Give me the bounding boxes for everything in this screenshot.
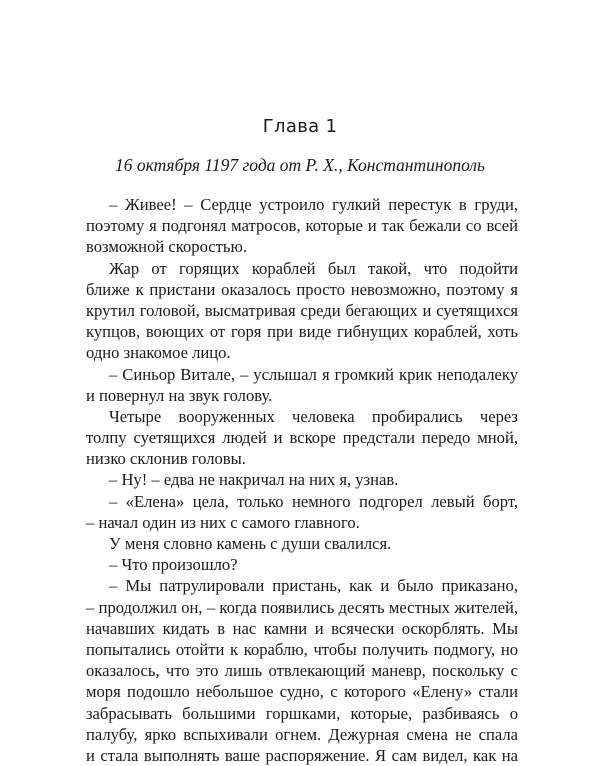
text-line: – «Елена» цела, только немного подгорел левый борт, xyxy=(109,491,518,511)
text-line: и повернул на звук голову. xyxy=(86,385,273,405)
text-line: оказалось, что это лишь отвлекающий маневр, поскольку с xyxy=(86,661,518,681)
text-line: купцов, воющих от горя при виде гибнущих кораблей, хоть xyxy=(86,322,518,342)
text-line: моря подошло небольшое судно, с которого «Елену» стали xyxy=(86,682,518,702)
chapter-subtitle: 16 октября 1197 года от Р. Х., Константинополь xyxy=(115,155,485,175)
text-line: – начал один из них с самого главного. xyxy=(86,512,360,532)
text-line: толпу суетящихся людей и вскоре предстали передо мной, xyxy=(86,428,518,448)
text-line: поэтому я подгонял матросов, которые и так бежали со всей xyxy=(86,216,518,236)
chapter-body xyxy=(86,194,518,766)
text-line: – Синьор Витале, – услышал я громкий крик неподалеку xyxy=(109,364,518,384)
text-line: возможной скоростью. xyxy=(86,237,248,257)
text-line: попытались отойти к кораблю, чтобы получить подмогу, но xyxy=(86,639,518,659)
text-line: – продолжил он, – когда появились десять местных жителей, xyxy=(86,597,518,617)
text-line: Четыре вооруженных человека пробирались через xyxy=(109,406,518,426)
text-line: – Живее! – Сердце устроило гулкий перестук в груди, xyxy=(109,195,518,214)
text-line: крутил головой, высматривая среди бегающих и суетящихся xyxy=(86,300,518,320)
text-line: палубу, ярко вспыхивали огнем. Дежурная смена не спала xyxy=(86,724,518,744)
text-line: – Ну! – едва не накричал на них я, узнав. xyxy=(109,470,399,490)
text-line: – Что произошло? xyxy=(109,555,238,575)
text-line: Жар от горящих кораблей был такой, что подойти xyxy=(109,258,518,278)
chapter-title: Глава 1 xyxy=(262,116,338,137)
text-line: начавших кидать в нас камни и всячески оскорблять. Мы xyxy=(86,618,518,638)
text-line: – Мы патрулировали пристань, как и было приказано, xyxy=(109,576,518,596)
text-line: одно знакомое лицо. xyxy=(86,343,231,363)
text-line: забрасывать большими горшками, которые, разбиваясь о xyxy=(86,703,518,723)
text-line: ближе к пристани оказалось просто невозможно, поэтому я xyxy=(86,279,518,299)
text-line: и стала выполнять ваше распоряжение. Я сам видел, как на xyxy=(86,745,518,765)
text-line: У меня словно камень с души свалился. xyxy=(109,534,392,553)
text-line: низко склонив головы. xyxy=(86,449,246,469)
